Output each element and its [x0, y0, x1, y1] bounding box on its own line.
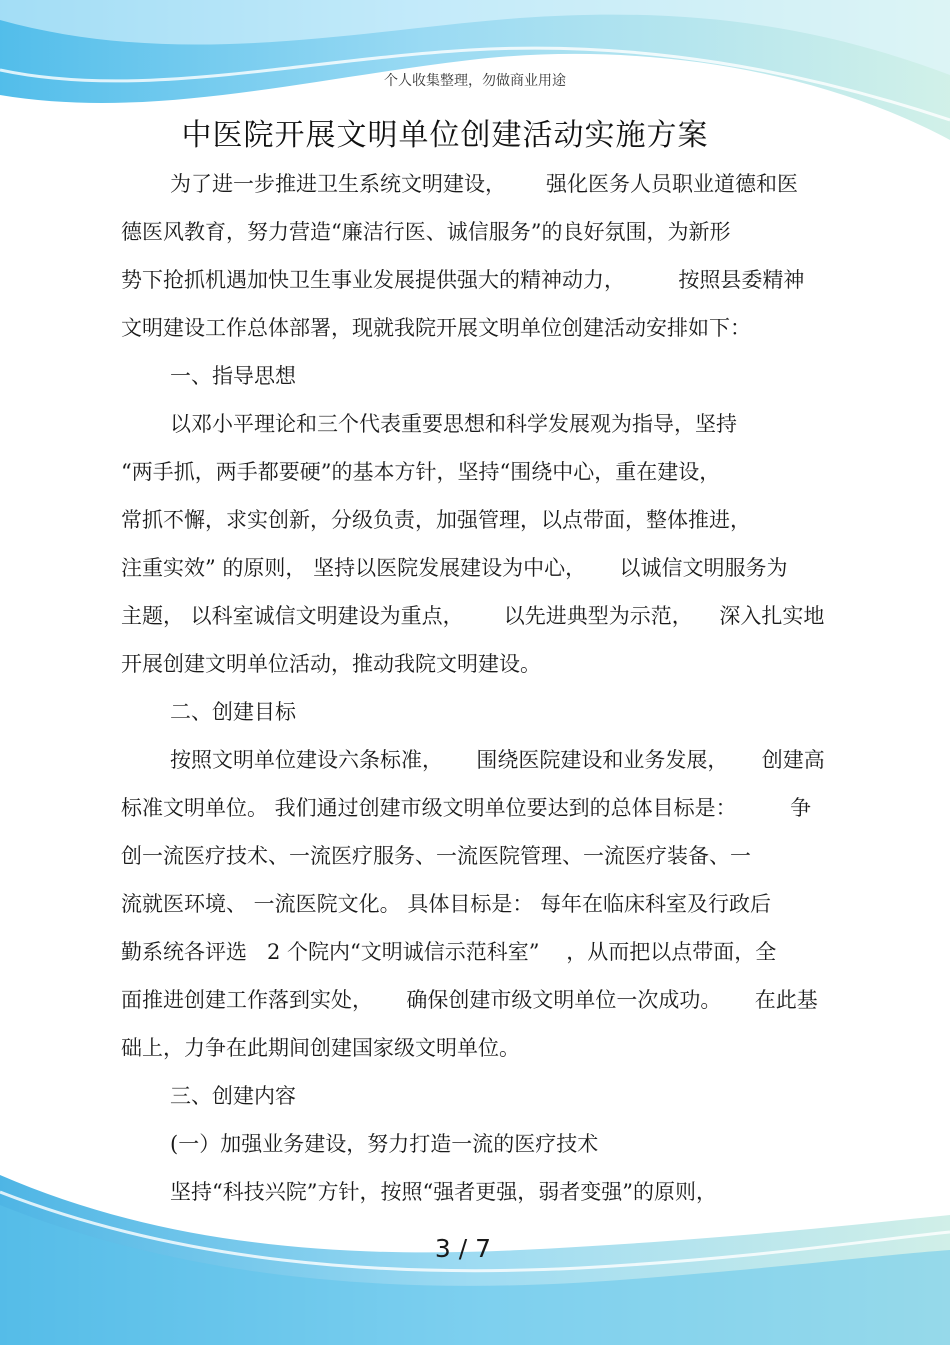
paragraph-line: 注重实效” 的原则， 坚持以医院发展建设为中心， 以诚信文明服务为 [121, 556, 788, 580]
paragraph-line: 按照文明单位建设六条标准， 围绕医院建设和业务发展， 创建高 [170, 748, 825, 772]
paragraph-line: 德医风教育，努力营造“廉洁行医、诚信服务”的良好氛围，为新形 [121, 220, 731, 244]
paragraph-line: 础上，力争在此期间创建国家级文明单位。 [121, 1036, 520, 1060]
section-heading: 二、创建目标 [170, 700, 296, 724]
page-number: 3 / 7 [434, 1234, 492, 1263]
paragraph-line: 勤系统各评选 2 个院内“文明诚信示范科室” ，从而把以点带面，全 [121, 940, 777, 964]
subsection-heading: (一）加强业务建设，努力打造一流的医疗技术 [170, 1132, 599, 1156]
header-watermark: 个人收集整理，勿做商业用途 [384, 73, 566, 89]
paragraph-line: 开展创建文明单位活动，推动我院文明建设。 [121, 652, 541, 676]
paragraph-line: 常抓不懈，求实创新，分级负责，加强管理，以点带面，整体推进， [121, 508, 751, 532]
paragraph-line: 创一流医疗技术、一流医疗服务、一流医院管理、一流医疗装备、一 [121, 844, 751, 868]
paragraph-line: 面推进创建工作落到实处， 确保创建市级文明单位一次成功。 在此基 [121, 988, 818, 1012]
paragraph-line: 标准文明单位。 我们通过创建市级文明单位要达到的总体目标是： 争 [121, 796, 812, 820]
paragraph-line: 为了进一步推进卫生系统文明建设， 强化医务人员职业道德和医 [170, 172, 799, 196]
section-heading: 三、创建内容 [170, 1084, 296, 1108]
paragraph-line: 主题， 以科室诚信文明建设为重点， 以先进典型为示范， 深入扎实地 [121, 604, 825, 628]
paragraph-line: 势下抢抓机遇加快卫生事业发展提供强大的精神动力， 按照县委精神 [121, 268, 805, 292]
paragraph-line: “两手抓，两手都要硬”的基本方针，坚持“围绕中心，重在建设， [121, 460, 721, 484]
paragraph-line: 以邓小平理论和三个代表重要思想和科学发展观为指导，坚持 [170, 412, 737, 436]
document-title: 中医院开展文明单位创建活动实施方案 [181, 118, 709, 153]
paragraph-line: 坚持“科技兴院”方针，按照“强者更强，弱者变强”的原则， [170, 1180, 717, 1204]
section-heading: 一、指导思想 [170, 364, 296, 388]
paragraph-line: 文明建设工作总体部署，现就我院开展文明单位创建活动安排如下： [121, 316, 751, 340]
paragraph-line: 流就医环境、 一流医院文化。 具体目标是： 每年在临床科室及行政后 [121, 892, 772, 916]
